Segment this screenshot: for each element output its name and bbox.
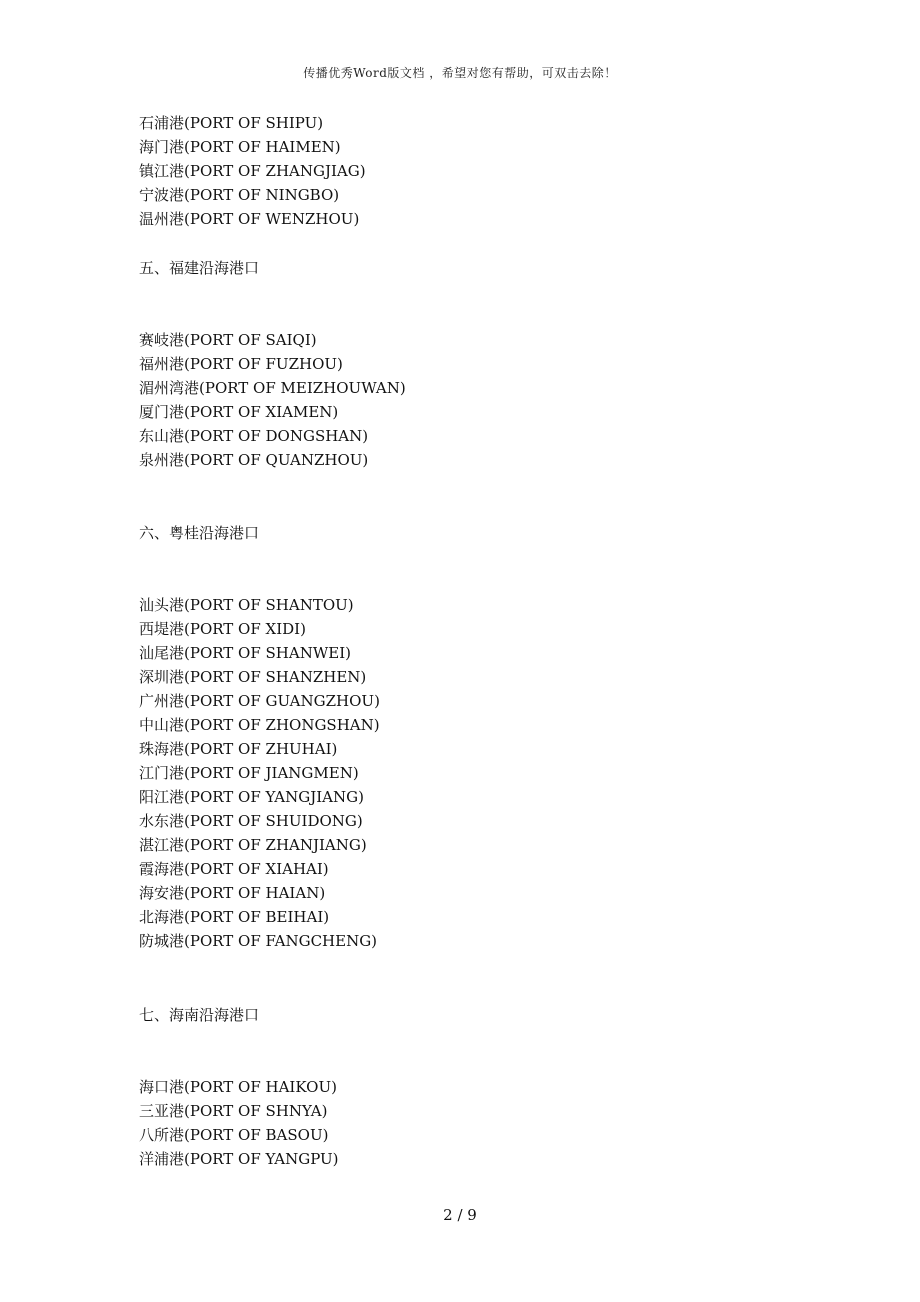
list-item: 赛岐港(PORT OF SAIQI) [139, 331, 317, 349]
list-item: 阳江港(PORT OF YANGJIANG) [139, 788, 364, 806]
list-item: 海口港(PORT OF HAIKOU) [139, 1078, 337, 1096]
list-item: 温州港(PORT OF WENZHOU) [139, 210, 360, 228]
section-heading-guangdong-guangxi: 六、粤桂沿海港口 [139, 524, 260, 542]
list-item: 珠海港(PORT OF ZHUHAI) [139, 740, 338, 758]
list-item: 海门港(PORT OF HAIMEN) [139, 138, 341, 156]
list-item: 洋浦港(PORT OF YANGPU) [139, 1150, 339, 1168]
page-separator: / [452, 1206, 468, 1224]
list-item: 汕尾港(PORT OF SHANWEI) [139, 644, 351, 662]
list-item: 霞海港(PORT OF XIAHAI) [139, 860, 329, 878]
section-heading-hainan: 七、海南沿海港口 [139, 1006, 260, 1024]
list-item: 汕头港(PORT OF SHANTOU) [139, 596, 354, 614]
list-item: 广州港(PORT OF GUANGZHOU) [139, 692, 380, 710]
list-item: 北海港(PORT OF BEIHAI) [139, 908, 330, 926]
list-item: 水东港(PORT OF SHUIDONG) [139, 812, 363, 830]
list-item: 湛江港(PORT OF ZHANJIANG) [139, 836, 367, 854]
page-number [0, 1206, 920, 1224]
list-item: 江门港(PORT OF JIANGMEN) [139, 764, 359, 782]
list-item: 厦门港(PORT OF XIAMEN) [139, 403, 339, 421]
list-item: 泉州港(PORT OF QUANZHOU) [139, 451, 369, 469]
list-item: 镇江港(PORT OF ZHANGJIAG) [139, 162, 366, 180]
list-item: 三亚港(PORT OF SHNYA) [139, 1102, 328, 1120]
list-item: 深圳港(PORT OF SHANZHEN) [139, 668, 367, 686]
list-item: 八所港(PORT OF BASOU) [139, 1126, 329, 1144]
page-current: 2 [443, 1206, 453, 1224]
page-total: 9 [467, 1206, 477, 1224]
list-item: 福州港(PORT OF FUZHOU) [139, 355, 343, 373]
list-item: 防城港(PORT OF FANGCHENG) [139, 932, 378, 950]
list-item: 海安港(PORT OF HAIAN) [139, 884, 326, 902]
port-list-fujian [139, 328, 406, 472]
list-item: 湄州湾港(PORT OF MEIZHOUWAN) [139, 379, 406, 397]
list-item: 东山港(PORT OF DONGSHAN) [139, 427, 369, 445]
port-list-zhejiang [139, 111, 366, 231]
list-item: 西堤港(PORT OF XIDI) [139, 620, 306, 638]
port-list-guangdong-guangxi [139, 593, 380, 953]
list-item: 宁波港(PORT OF NINGBO) [139, 186, 340, 204]
list-item: 中山港(PORT OF ZHONGSHAN) [139, 716, 380, 734]
list-item: 石浦港(PORT OF SHIPU) [139, 114, 324, 132]
section-heading-fujian: 五、福建沿海港口 [139, 259, 260, 277]
page-header: 传播优秀Word版文档 ，希望对您有帮助，可双击去除！ [303, 66, 617, 80]
port-list-hainan [139, 1075, 339, 1171]
